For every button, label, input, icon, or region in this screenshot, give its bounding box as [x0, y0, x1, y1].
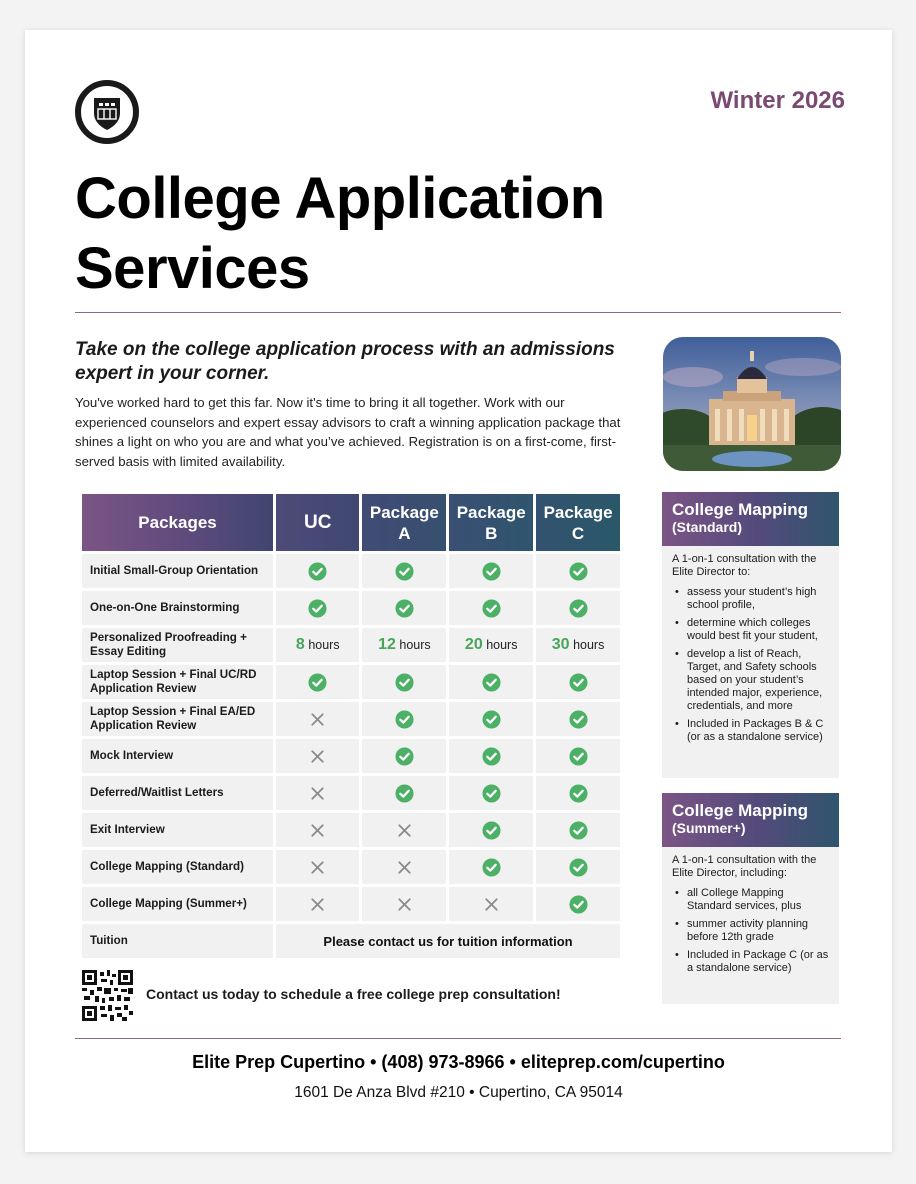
status-cell: [449, 554, 533, 588]
hours-unit: hours: [308, 638, 340, 652]
hours-number: 20: [464, 636, 483, 653]
status-cell: [362, 776, 446, 810]
list-item: • assess your student’s high school profile,: [672, 586, 829, 612]
title-line-2: Services: [75, 236, 310, 301]
page-title: [75, 164, 715, 304]
row-label: Laptop Session + Final UC/RD Application Review: [82, 665, 273, 699]
header-divider: [75, 312, 841, 313]
mapping-summer-subtitle: (Summer+): [672, 820, 746, 836]
status-cell: [276, 739, 359, 773]
table-row: [82, 739, 620, 773]
shield-logo-icon: [75, 80, 139, 144]
checkmark-icon: [308, 599, 327, 618]
header-package-c: [536, 494, 620, 551]
table-row: [82, 628, 620, 662]
checkmark-icon: [482, 562, 501, 581]
checkmark-icon: [482, 599, 501, 618]
x-mark-icon: [308, 747, 327, 766]
header-c-bottom: C: [571, 523, 585, 543]
mapping-summer-intro: A 1-on-1 consultation with the Elite Director, including:: [672, 854, 817, 879]
x-mark-icon: [308, 784, 327, 803]
season-label: Winter 2026: [710, 87, 845, 114]
footer-divider: [75, 1038, 841, 1039]
status-cell: [276, 702, 359, 736]
checkmark-icon: [395, 710, 414, 729]
checkmark-icon: [482, 858, 501, 877]
checkmark-icon: [395, 747, 414, 766]
table-row: [82, 776, 620, 810]
x-mark-icon: [395, 895, 414, 914]
status-cell: [536, 591, 620, 625]
x-mark-icon: [395, 821, 414, 840]
status-cell: [362, 813, 446, 847]
header-b-top: Package: [456, 502, 526, 522]
x-mark-icon: [308, 895, 327, 914]
status-cell: [449, 739, 533, 773]
hours-cell: [276, 628, 359, 662]
mapping-standard-subtitle: (Standard): [672, 519, 742, 535]
row-label: Initial Small-Group Orientation: [82, 554, 273, 588]
row-label: College Mapping (Standard): [82, 850, 273, 884]
status-cell: [276, 850, 359, 884]
row-label: Personalized Proofreading + Essay Editing: [82, 628, 273, 662]
checkmark-icon: [395, 784, 414, 803]
mapping-summer-header: [662, 793, 839, 847]
hours-value: [552, 638, 605, 652]
status-cell: [449, 665, 533, 699]
header-packages: Packages: [82, 494, 273, 551]
checkmark-icon: [482, 784, 501, 803]
checkmark-icon: [569, 895, 588, 914]
row-label: Laptop Session + Final EA/ED Application Review: [82, 702, 273, 736]
status-cell: [276, 887, 359, 921]
header-c-top: Package: [543, 502, 613, 522]
x-mark-icon: [308, 710, 327, 729]
status-cell: [536, 739, 620, 773]
row-label: Exit Interview: [82, 813, 273, 847]
status-cell: [449, 813, 533, 847]
campus-building-photo: [663, 337, 841, 471]
status-cell: [449, 776, 533, 810]
footer-contact: Elite Prep Cupertino • (408) 973-8966 • eliteprep.com/cupertino: [192, 1052, 725, 1072]
table-header-row: [82, 494, 620, 551]
tuition-row: [82, 924, 620, 958]
tuition-info: Please contact us for tuition information: [276, 924, 620, 958]
hours-number: 8: [295, 636, 305, 653]
table-row: [82, 665, 620, 699]
header-a-top: Package: [369, 502, 439, 522]
status-cell: [449, 702, 533, 736]
status-cell: [276, 776, 359, 810]
checkmark-icon: [569, 821, 588, 840]
hours-unit: hours: [486, 638, 518, 652]
checkmark-icon: [308, 673, 327, 692]
status-cell: [276, 591, 359, 625]
title-line-1: College Application: [75, 166, 605, 231]
row-label: Mock Interview: [82, 739, 273, 773]
status-cell: [362, 739, 446, 773]
list-item: • all College Mapping Standard services, plus: [672, 887, 829, 913]
list-item: • Included in Packages B & C (or as a standalone service): [672, 718, 829, 744]
flyer-page: [25, 30, 892, 1152]
x-mark-icon: [395, 858, 414, 877]
hours-number: 12: [378, 636, 396, 653]
footer-address: 1601 De Anza Blvd #210 • Cupertino, CA 95014: [294, 1084, 623, 1101]
intro-body: You've worked hard to get this far. Now it's time to bring it all together. Work with our experienced counselors and expert essay advisors to craft a winning application package that shines a light on who you are and what you’ve achieved. Registration is on a first-come, first-served basis with limited availability.: [75, 395, 621, 469]
status-cell: [449, 850, 533, 884]
checkmark-icon: [482, 821, 501, 840]
header-package-b: [449, 494, 533, 551]
college-mapping-standard-box: [662, 492, 839, 778]
hours-cell: [536, 628, 620, 662]
table-row: [82, 554, 620, 588]
header-package-a: [362, 494, 446, 551]
hours-value: [465, 638, 518, 652]
checkmark-icon: [395, 562, 414, 581]
hours-cell: [362, 628, 446, 662]
checkmark-icon: [569, 599, 588, 618]
status-cell: [449, 887, 533, 921]
checkmark-icon: [569, 858, 588, 877]
status-cell: [536, 887, 620, 921]
checkmark-icon: [308, 562, 327, 581]
consultation-cta: Contact us today to schedule a free college prep consultation!: [146, 986, 561, 1002]
hours-unit: hours: [573, 638, 605, 652]
status-cell: [276, 554, 359, 588]
checkmark-icon: [569, 562, 588, 581]
status-cell: [536, 776, 620, 810]
status-cell: [536, 554, 620, 588]
hours-value: [378, 638, 431, 652]
packages-table-body: [82, 554, 620, 958]
list-item: • develop a list of Reach, Target, and Safety schools based on your student’s intended major, experience, credentials, and more: [672, 648, 829, 713]
mapping-standard-title: College Mapping: [672, 500, 808, 519]
x-mark-icon: [308, 821, 327, 840]
status-cell: [449, 591, 533, 625]
status-cell: [362, 554, 446, 588]
x-mark-icon: [308, 858, 327, 877]
table-row: [82, 591, 620, 625]
list-item: • summer activity planning before 12th grade: [672, 918, 829, 944]
status-cell: [362, 887, 446, 921]
status-cell: [276, 665, 359, 699]
hours-unit: hours: [399, 638, 431, 652]
checkmark-icon: [395, 673, 414, 692]
status-cell: [362, 702, 446, 736]
checkmark-icon: [482, 710, 501, 729]
mapping-summer-body: [662, 847, 839, 990]
checkmark-icon: [569, 710, 588, 729]
checkmark-icon: [569, 784, 588, 803]
row-label: Deferred/Waitlist Letters: [82, 776, 273, 810]
mapping-summer-list: [672, 887, 829, 975]
status-cell: [362, 591, 446, 625]
status-cell: [362, 850, 446, 884]
list-item: • determine which colleges would best fit your student,: [672, 617, 829, 643]
hours-value: [296, 638, 340, 652]
list-item: • Included in Package C (or as a standalone service): [672, 949, 829, 975]
status-cell: [276, 813, 359, 847]
table-row: [82, 887, 620, 921]
mapping-standard-body: [662, 546, 839, 759]
hours-cell: [449, 628, 533, 662]
mapping-standard-header: [662, 492, 839, 546]
qr-code-icon: [82, 970, 133, 1021]
status-cell: [362, 665, 446, 699]
mapping-standard-list: [672, 586, 829, 744]
packages-table: [79, 491, 623, 961]
row-label: One-on-One Brainstorming: [82, 591, 273, 625]
header-uc: UC: [276, 494, 359, 551]
table-row: [82, 813, 620, 847]
status-cell: [536, 850, 620, 884]
mapping-summer-title: College Mapping: [672, 801, 808, 820]
hours-number: 30: [551, 636, 570, 653]
status-cell: [536, 665, 620, 699]
tuition-label: Tuition: [82, 924, 273, 958]
checkmark-icon: [395, 599, 414, 618]
status-cell: [536, 813, 620, 847]
intro-headline: Take on the college application process with an admissions expert in your corner.: [75, 339, 615, 384]
checkmark-icon: [569, 673, 588, 692]
header-b-bottom: B: [485, 523, 498, 543]
status-cell: [536, 702, 620, 736]
checkmark-icon: [569, 747, 588, 766]
checkmark-icon: [482, 747, 501, 766]
table-row: [82, 850, 620, 884]
row-label: College Mapping (Summer+): [82, 887, 273, 921]
college-mapping-summer-box: [662, 793, 839, 1004]
checkmark-icon: [482, 673, 501, 692]
x-mark-icon: [482, 895, 501, 914]
header-a-bottom: A: [398, 523, 411, 543]
table-row: [82, 702, 620, 736]
mapping-standard-intro: A 1-on-1 consultation with the Elite Director to:: [672, 553, 817, 578]
